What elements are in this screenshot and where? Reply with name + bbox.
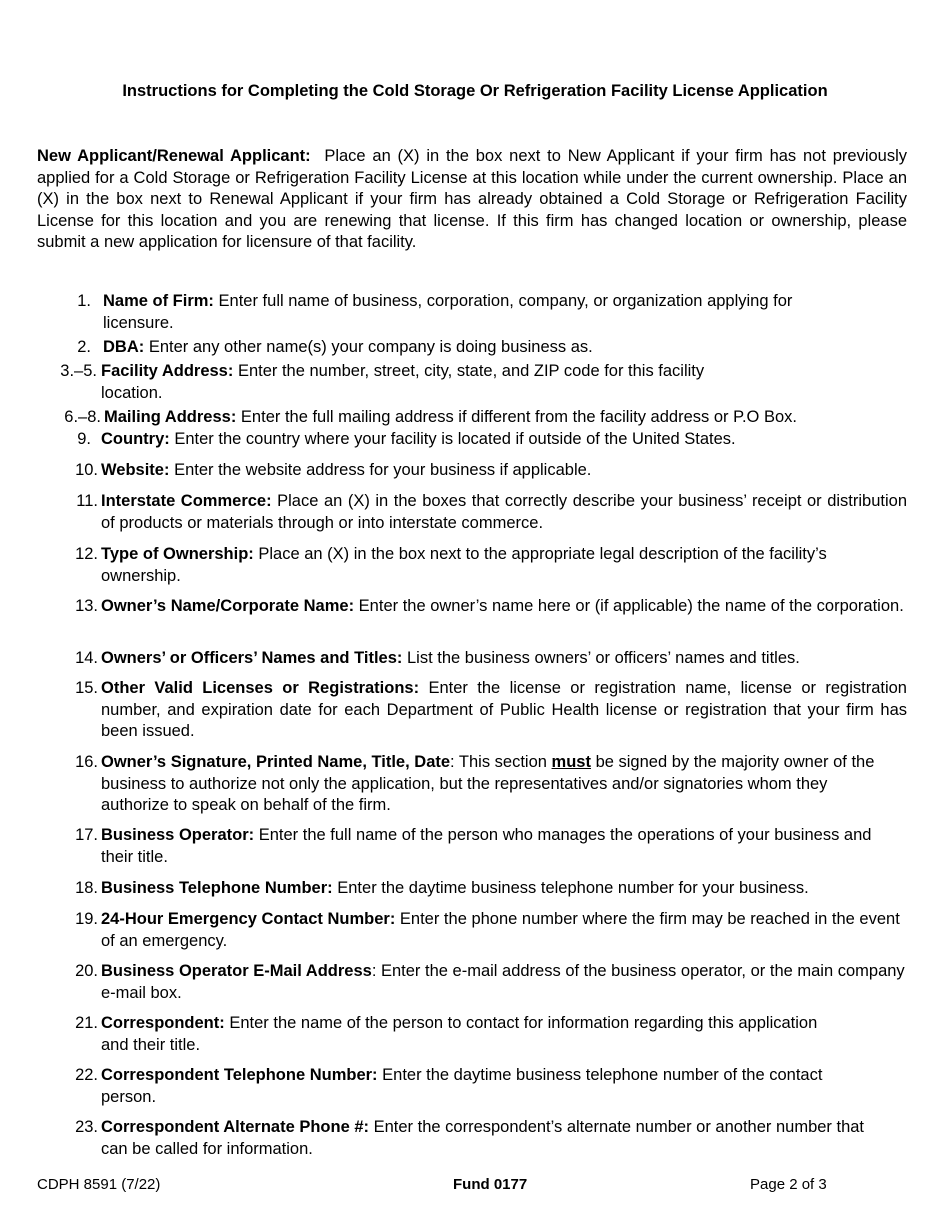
item-label: Country: [101, 430, 170, 448]
item-text: Enter the daytime business telephone number of the contact person. [101, 1066, 823, 1106]
item-number: 2. [77, 338, 91, 356]
item-number: 23. [75, 1118, 98, 1136]
item-text: Enter the website address for your business if applicable. [174, 461, 592, 479]
footer-page-number: Page 2 of 3 [750, 1176, 827, 1193]
item-text: Enter any other name(s) your company is doing business as. [148, 338, 593, 356]
item-number: 1. [77, 292, 91, 310]
item-text: Enter the number, street, city, state, and ZIP code for this facility location. [101, 362, 705, 402]
item-number: 18. [75, 879, 98, 897]
item-label: Correspondent: [101, 1014, 225, 1032]
item-text: Enter the daytime business telephone number for your business. [337, 879, 809, 897]
item-label: Correspondent Alternate Phone #: [101, 1118, 370, 1136]
item-number: 19. [75, 910, 98, 928]
item-label: Owner’s Signature, Printed Name, Title, Date [101, 753, 451, 771]
item-text: Enter the correspondent’s alternate number or another number that can be called for information. [101, 1118, 865, 1158]
item-label: 24-Hour Emergency Contact Number: [101, 910, 396, 928]
footer-fund: Fund 0177 [453, 1176, 528, 1193]
item-number: 6.–8. [64, 408, 101, 426]
item-text-prefix: : This section [450, 753, 547, 771]
item-number: 22. [75, 1066, 98, 1084]
item-label: Business Operator E-Mail Address [101, 962, 372, 980]
item-number: 11. [76, 492, 98, 510]
item-label: Website: [101, 461, 170, 479]
item-text: : Enter the e-mail address of the business operator, or the main company e-mail box. [101, 962, 905, 1002]
item-label: Type of Ownership: [101, 545, 254, 563]
item-label: Business Telephone Number: [101, 879, 333, 897]
item-text: Place an (X) in the boxes that correctly describe your business’ receipt or distribution of products or materials through or into interstate commerce. [101, 492, 907, 532]
item-number: 13. [75, 597, 98, 615]
intro-label: New Applicant/Renewal Applicant: [37, 147, 311, 165]
item-number: 21. [75, 1014, 98, 1032]
item-text: Enter the country where your facility is located if outside of the United States. [174, 430, 736, 448]
item-label: Owner’s Name/Corporate Name: [101, 597, 355, 615]
item-label: Interstate Commerce: [101, 492, 272, 510]
page-title: Instructions for Completing the Cold Storage Or Refrigeration Facility License Application [122, 82, 828, 100]
must-emphasis: must [551, 753, 591, 771]
item-label: Mailing Address: [104, 408, 237, 426]
item-text: Enter the full mailing address if different from the facility address or P.O Box. [240, 408, 797, 426]
item-label: Owners’ or Officers’ Names and Titles: [101, 649, 403, 667]
item-number: 17. [75, 826, 98, 844]
item-text: List the business owners’ or officers’ names and titles. [407, 649, 800, 667]
item-text: Enter the name of the person to contact for information regarding this application and their title. [101, 1014, 818, 1054]
item-text: Enter the owner’s name here or (if applicable) the name of the corporation. [358, 597, 904, 615]
item-label: DBA: [103, 338, 145, 356]
item-number: 10. [75, 461, 98, 479]
footer-form-id: CDPH 8591 (7/22) [37, 1176, 161, 1193]
item-number: 12. [75, 545, 98, 563]
item-label: Name of Firm: [103, 292, 214, 310]
item-number: 15. [75, 679, 98, 697]
item-label: Business Operator: [101, 826, 255, 844]
item-number: 20. [75, 962, 98, 980]
item-label: Correspondent Telephone Number: [101, 1066, 378, 1084]
item-label: Facility Address: [101, 362, 234, 380]
item-text: be signed by the majority owner of the business to authorize not only the application, but the representatives and/or signatories whom they authorize to speak on behalf of the firm. [101, 753, 875, 814]
item-number: 16. [75, 753, 98, 771]
item-number: 9. [77, 430, 91, 448]
intro-text: Place an (X) in the box next to New Applicant if your firm has not previously applied for a Cold Storage or Refrigeration Facility License at this location while under the current ownership. Place an (X) in the box next to Renewal Applicant if your firm has already obtained a Cold Storage or Refrigeration Facility License for this location and you are renewing that license. If this firm has changed location or ownership, please submit a new application for licensure of that facility. [37, 147, 908, 251]
item-text: Enter the phone number where the firm may be reached in the event of an emergency. [101, 910, 900, 950]
item-number: 14. [75, 649, 98, 667]
intro-paragraph [37, 146, 907, 254]
item-text: Enter the license or registration name, license or registration number, and expiration date for each Department of Public Health license or registration that your firm has been issued. [101, 679, 907, 740]
item-label: Other Valid Licenses or Registrations: [101, 679, 420, 697]
item-text: Place an (X) in the box next to the appropriate legal description of the facility’s ownership. [101, 545, 827, 585]
item-text: Enter full name of business, corporation, company, or organization applying for licensure. [103, 292, 793, 332]
item-number: 3.–5. [60, 362, 97, 380]
item-text: Enter the full name of the person who manages the operations of your business and their title. [101, 826, 872, 866]
